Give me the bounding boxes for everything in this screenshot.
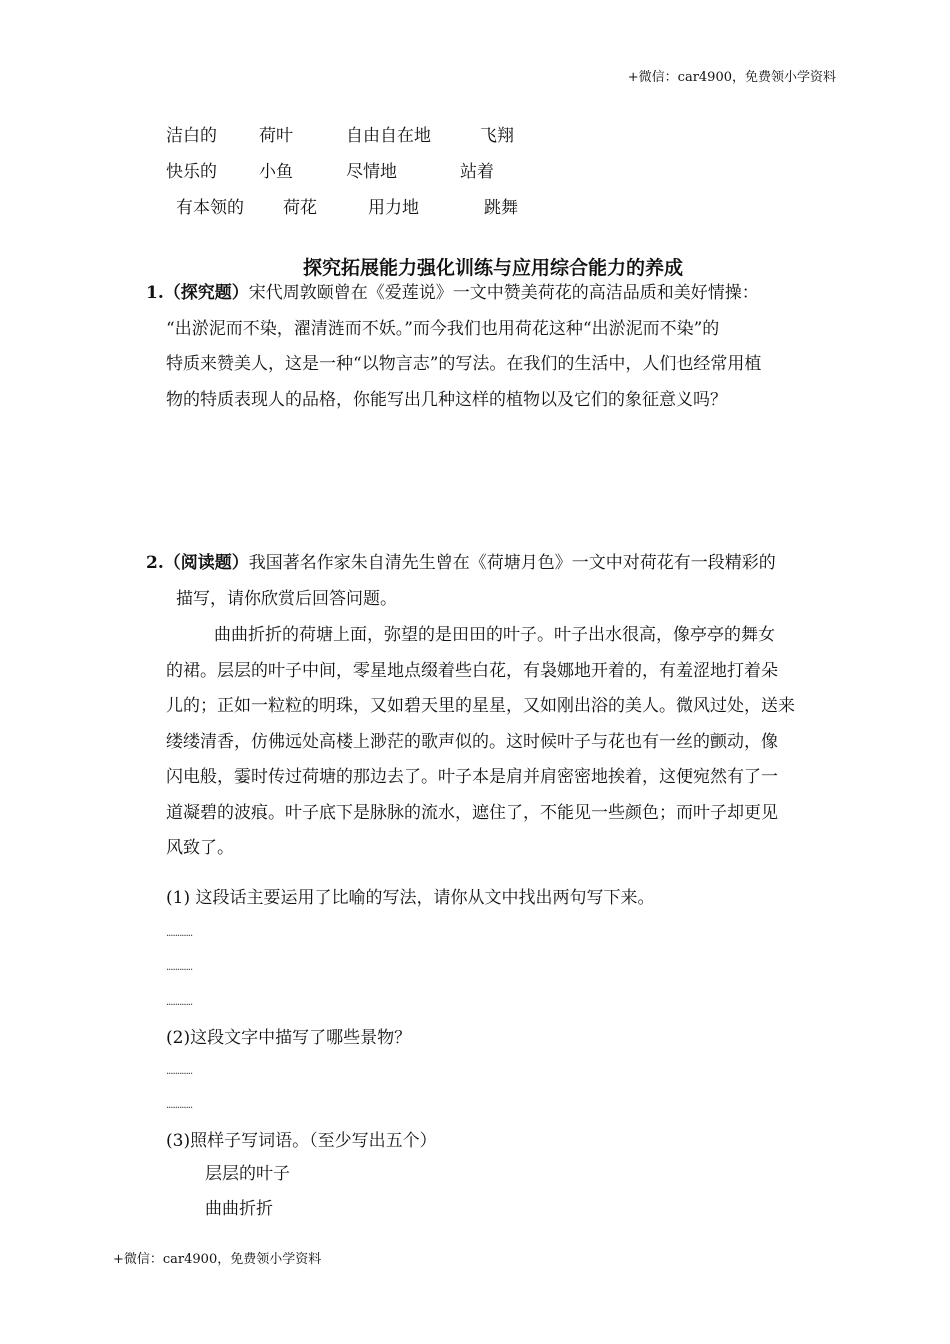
passage-line: 曲曲折折的荷塘上面，弥望的是田田的叶子。叶子出水很高，像亭亭的舞女 (214, 625, 775, 645)
question-1-line: 特质来赞美人，这是一种“以物言志”的写法。在我们的生活中，人们也经常用植 (166, 354, 762, 374)
header-note: +微信：car4900，免费领小学资料 (627, 70, 836, 85)
word-item: 快乐的 (166, 162, 217, 182)
question-1-label: 1.（探究题） (146, 283, 249, 303)
answer-line[interactable]: ............ (166, 928, 193, 939)
sub-question-3: (3)照样子写词语。（至少写出五个） (166, 1131, 437, 1151)
sub-question-2: (2)这段文字中描写了哪些景物？ (166, 1028, 412, 1048)
word-item: 荷花 (283, 198, 317, 218)
passage-line: 风致了。 (166, 838, 234, 858)
answer-line[interactable]: ............ (166, 1100, 193, 1111)
question-2-line: 描写，请你欣赏后回答问题。 (176, 588, 397, 609)
section-title: 探究拓展能力强化训练与应用综合能力的养成 (302, 257, 683, 279)
word-item: 飞翔 (480, 126, 514, 146)
passage-line: 闪电般，霎时传过荷塘的那边去了。叶子本是肩并肩密密地挨着，这便宛然有了一 (166, 767, 778, 787)
question-2-first-line: 2.（阅读题）我国著名作家朱自清先生曾在《荷塘月色》一文中对荷花有一段精彩的 (146, 553, 776, 573)
answer-line[interactable]: ............ (166, 962, 193, 973)
word-item: 小鱼 (259, 162, 293, 182)
word-item: 尽情地 (346, 162, 397, 182)
passage-line: 缕缕清香，仿佛远处高楼上渺茫的歌声似的。这时候叶子与花也有一丝的颤动，像 (166, 731, 778, 752)
word-item: 用力地 (368, 198, 419, 218)
answer-line[interactable]: ............ (166, 997, 193, 1008)
question-2-label: 2.（阅读题） (146, 553, 249, 573)
example-word: 曲曲折折 (205, 1199, 273, 1219)
question-2 (146, 546, 838, 617)
footer-note: +微信：car4900，免费领小学资料 (113, 1252, 322, 1267)
passage-line: 的裙。层层的叶子中间，零星地点缀着些白花，有袅娜地开着的，有羞涩地打着朵 (166, 660, 778, 681)
word-item: 有本领的 (176, 198, 244, 218)
word-item: 站着 (460, 162, 494, 182)
answer-line[interactable]: ............ (166, 1066, 193, 1077)
question-1-line: “出淤泥而不染，濯清涟而不妖。”而今我们也用荷花这种“出淤泥而不染”的 (166, 318, 720, 339)
sub-question-1: (1) 这段话主要运用了比喻的写法，请你从文中找出两句写下来。 (166, 888, 655, 908)
example-word: 层层的叶子 (205, 1164, 290, 1184)
passage-line: 儿的；正如一粒粒的明珠，又如碧天里的星星，又如刚出浴的美人。微风过处，送来 (166, 696, 795, 716)
passage (166, 618, 838, 867)
word-item: 荷叶 (259, 126, 293, 146)
passage-line: 道凝碧的波痕。叶子底下是脉脉的流水，遮住了，不能见一些颜色；而叶子却更见 (166, 802, 778, 823)
question-1 (146, 276, 838, 418)
word-item: 洁白的 (166, 126, 217, 146)
question-1-line: 物的特质表现人的品格，你能写出几种这样的植物以及它们的象征意义吗？ (166, 389, 727, 410)
question-1-first-line: 1.（探究题）宋代周敦颐曾在《爱莲说》一文中赞美荷花的高洁品质和美好情操： (146, 283, 759, 303)
word-item: 自由自在地 (346, 126, 431, 146)
word-item: 跳舞 (484, 198, 518, 218)
